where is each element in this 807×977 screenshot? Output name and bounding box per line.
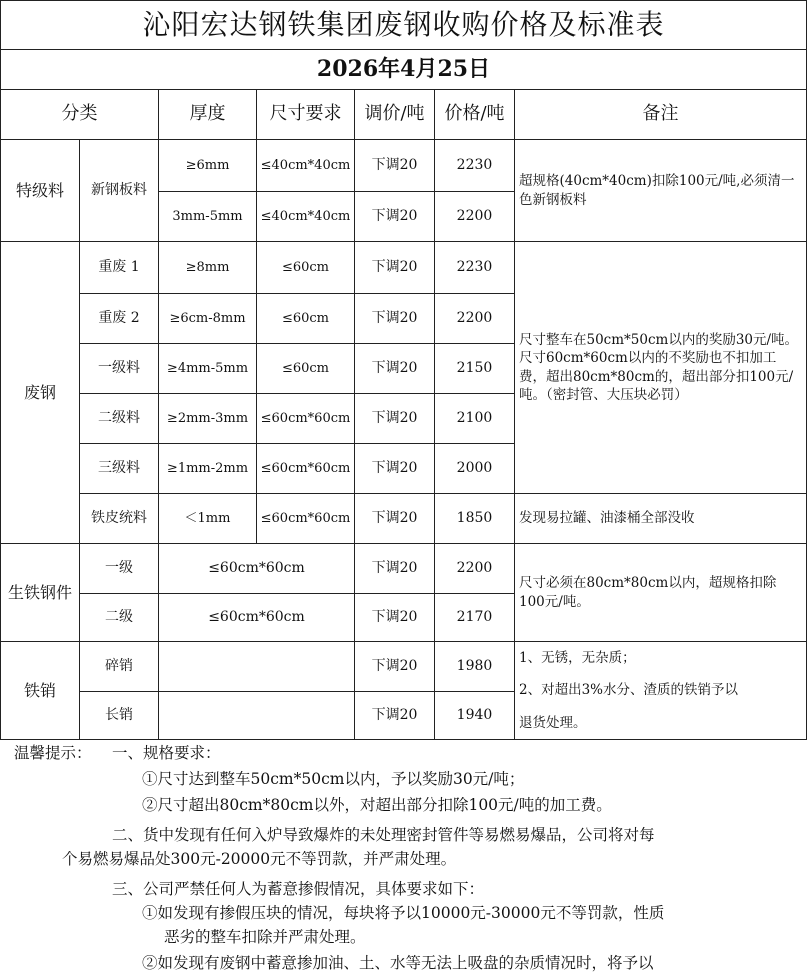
group-special: 特级料 [0,140,80,242]
row-price: 2200 [435,294,515,344]
tips-line: ②如发现有废钢中蓄意掺加油、土、水等无法上吸盘的杂质情况时，将予以 [142,954,654,972]
row-price: 2200 [435,544,515,594]
table-date: 2026年4月25日 [0,50,807,90]
row-price: 2230 [435,140,515,192]
remark-iron-pin [515,642,807,740]
header-price: 价格/吨 [435,90,515,140]
header-category: 分类 [0,90,159,140]
remark-scrap: 尺寸整车在50cm*50cm以内的奖励30元/吨。尺寸60cm*60cm以内的不奖励也不扣加工费，超出80cm*80cm的，超出部分扣100元/吨。（密封管、大压块必罚） [515,242,807,494]
row-adjust: 下调20 [355,642,435,692]
tips-line: ②尺寸超出80cm*80cm以外，对超出部分扣除100元/吨的加工费。 [142,796,612,814]
row-size: ≤60cm*60cm [159,544,355,594]
header-size: 尺寸要求 [257,90,355,140]
remark-pin-line: 退货处理。 [519,714,587,731]
row-price: 1850 [435,494,515,544]
row-name: 新钢板料 [80,140,159,242]
row-adjust: 下调20 [355,594,435,642]
row-thickness: ＜1mm [159,494,257,544]
row-size: ≤60cm [257,242,355,294]
tips-line: ①尺寸达到整车50cm*50cm以内，予以奖励30元/吨； [142,770,525,788]
row-thickness: 3mm-5mm [159,192,257,242]
header-thickness: 厚度 [159,90,257,140]
row-thickness: ≥4mm-5mm [159,344,257,394]
row-size: ≤40cm*40cm [257,140,355,192]
row-name: 一级料 [80,344,159,394]
tips-section-1: 一、规格要求： [112,744,221,762]
row-name: 二级料 [80,394,159,444]
tips-line: 恶劣的整车扣除并严肃处理。 [164,928,366,946]
remark-pig-iron: 尺寸必须在80cm*80cm以内，超规格扣除100元/吨。 [515,544,807,642]
row-adjust: 下调20 [355,444,435,494]
remark-special: 超规格(40cm*40cm)扣除100元/吨,必须清一色新钢板料 [515,140,807,242]
remark-tinplate: 发现易拉罐、油漆桶全部没收 [515,494,807,544]
row-price: 2150 [435,344,515,394]
tips-line: ①如发现有掺假压块的情况，每块将予以10000元-30000元不等罚款，性质 [142,904,665,922]
row-adjust: 下调20 [355,544,435,594]
row-price: 2200 [435,192,515,242]
row-size: ≤60cm*60cm [257,394,355,444]
remark-pin-line: 1、无锈，无杂质； [519,650,636,667]
row-adjust: 下调20 [355,692,435,740]
row-size-empty [159,692,355,740]
row-adjust: 下调20 [355,494,435,544]
row-price: 2230 [435,242,515,294]
row-adjust: 下调20 [355,344,435,394]
row-size-empty [159,642,355,692]
group-iron-pin: 铁销 [0,642,80,740]
row-thickness: ≥6cm-8mm [159,294,257,344]
tips-section-3: 三、公司严禁任何人为蓄意掺假情况，具体要求如下： [112,880,485,898]
row-thickness: ≥1mm-2mm [159,444,257,494]
row-price: 2100 [435,394,515,444]
tips-section [0,740,807,977]
row-size: ≤60cm*60cm [159,594,355,642]
tips-intro: 温馨提示： [14,744,92,762]
tips-line: 个易燃易爆品处300元-20000元不等罚款，并严肃处理。 [62,850,457,868]
row-name: 铁皮统料 [80,494,159,544]
row-price: 1940 [435,692,515,740]
row-adjust: 下调20 [355,242,435,294]
row-adjust: 下调20 [355,294,435,344]
row-name: 一级 [80,544,159,594]
tips-line: 二、货中发现有任何入炉导致爆炸的未处理密封管件等易燃易爆品，公司将对每 [112,826,655,844]
row-thickness: ≥8mm [159,242,257,294]
header-remark: 备注 [515,90,807,140]
row-adjust: 下调20 [355,140,435,192]
row-size: ≤60cm*60cm [257,444,355,494]
row-price: 1980 [435,642,515,692]
row-price: 2170 [435,594,515,642]
header-adjust: 调价/吨 [355,90,435,140]
row-size: ≤60cm [257,344,355,394]
row-thickness: ≥6mm [159,140,257,192]
row-name: 长销 [80,692,159,740]
row-name: 重废 2 [80,294,159,344]
row-adjust: 下调20 [355,192,435,242]
page-title: 沁阳宏达钢铁集团废钢收购价格及标准表 [0,0,807,50]
row-name: 三级料 [80,444,159,494]
row-name: 二级 [80,594,159,642]
row-size: ≤40cm*40cm [257,192,355,242]
group-pig-iron: 生铁钢件 [0,544,80,642]
remark-pin-line: 2、对超出3%水分、渣质的铁销予以 [519,682,739,699]
row-size: ≤60cm*60cm [257,494,355,544]
row-name: 重废 1 [80,242,159,294]
row-price: 2000 [435,444,515,494]
group-scrap: 废钢 [0,242,80,544]
row-name: 碎销 [80,642,159,692]
row-thickness: ≥2mm-3mm [159,394,257,444]
row-adjust: 下调20 [355,394,435,444]
row-size: ≤60cm [257,294,355,344]
